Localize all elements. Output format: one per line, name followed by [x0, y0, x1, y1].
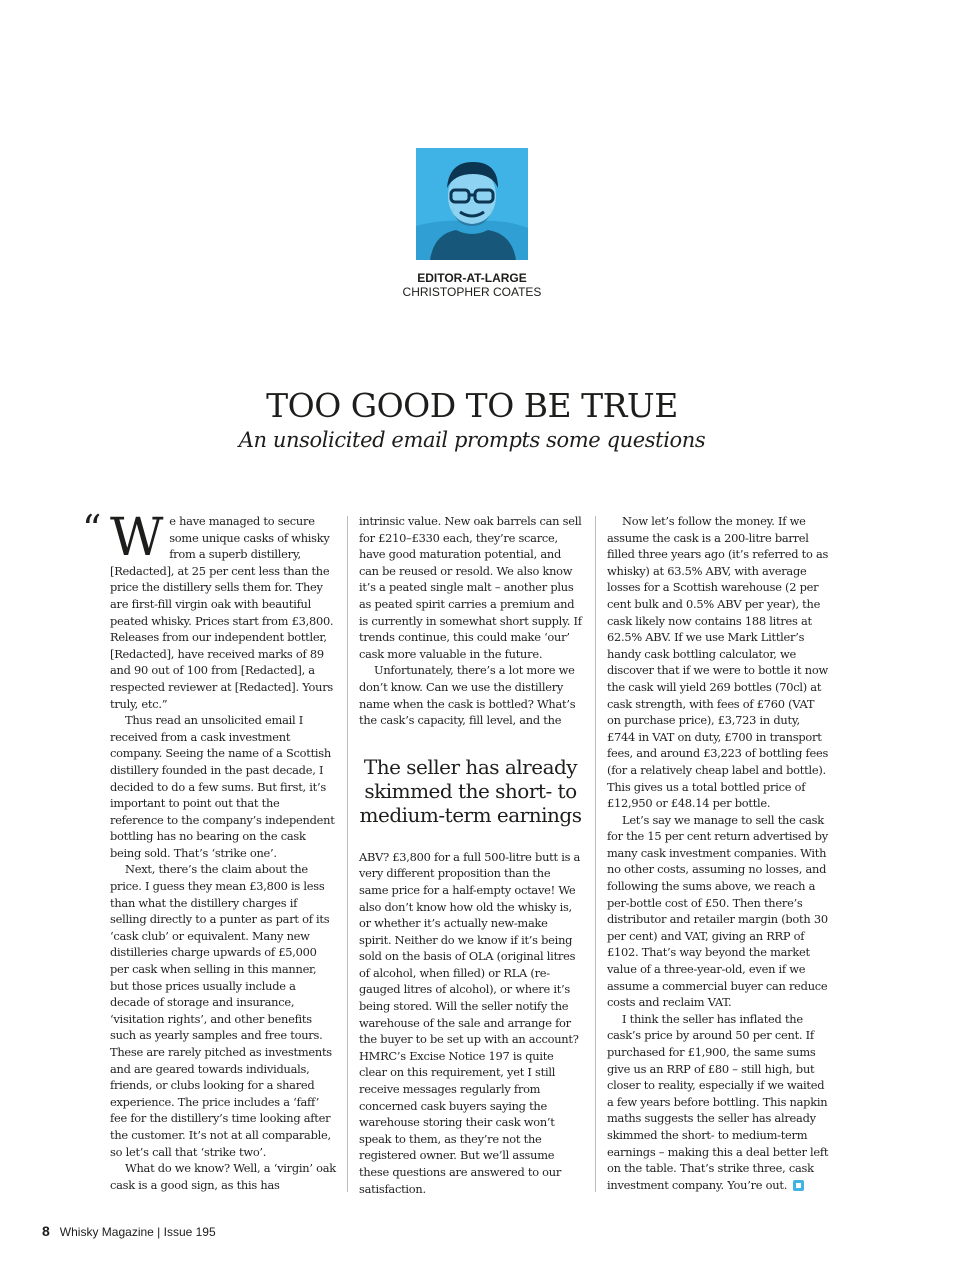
article-column-2	[359, 513, 582, 1197]
opening-quote-mark: “	[82, 507, 102, 551]
body-paragraph: Thus read an unsolicited email I received from a cask investment company. Seeing the name of a Scottish distillery founded in the past decade, I decided to do a few sums. But first, it’s important to point out that the reference to the company’s independent bottling has no bearing on the cask being sold. That’s ‘strike one’.	[110, 713, 335, 860]
page-footer	[42, 1223, 216, 1239]
body-paragraph: intrinsic value. New oak barrels can sell for £210–£330 each, they’re scarce, have good maturation potential, and can be reused or resold. We also know it’s a peated single malt – another plus as peated spirit carries a premium and is currently in somewhat short supply. If trends continue, this could make ‘our’ cask more valuable in the future.	[359, 514, 582, 661]
body-paragraph	[607, 1011, 831, 1194]
body-paragraph: Next, there’s the claim about the price. I guess they mean £3,800 is less than what the distillery charges if selling directly to a punter as part of its ‘cask club’ or equivalent. Many new distilleries charge upwards of £5,000 per cask when selling in this manner, but those prices usually include a decade of storage and insurance, ‘visitation rights’, and other benefits such as yearly samples and free tours. These are rarely pitched as investments and are geared towards individuals, friends, or clubs looking for a shared experience. The price includes a ‘faff’ fee for the distillery’s time looking after the customer. It’s not at all comparable, so let’s call that ‘strike two’.	[110, 862, 332, 1159]
author-portrait-illustration	[416, 148, 528, 260]
column-rule-2	[595, 516, 596, 1192]
drop-cap: W	[110, 508, 164, 568]
author-portrait	[416, 148, 528, 260]
body-paragraph: Unfortunately, there’s a lot more we don’t know. Can we use the distillery name when the cask is bottled? What’s the cask’s capacity, fill level, and the	[359, 663, 576, 728]
headline: TOO GOOD TO BE TRUE	[266, 386, 678, 425]
body-paragraph: Now let’s follow the money. If we assume the cask is a 200-litre barrel filled three years ago (it’s referred to as whisky) at 63.5% ABV, with average losses for a Scottish warehouse (2 per cent bulk and 0.5% ABV per year), the cask likely now contains 188 litres at 62.5% ABV. If we use Mark Littler’s handy cask bottling calculator, we discover that if we were to bottle it now the cask will yield 269 bottles (70cl) at cask strength, with fees of £760 (VAT on purchase price), £3,723 in duty, £744 in VAT on duty, £700 in transport fees, and around £3,223 of bottling fees (for a relatively cheap label and bottle). This gives us a total bottled price of £12,950 or £48.14 per bottle.	[607, 514, 829, 811]
publication-issue: Whisky Magazine | Issue 195	[59, 1225, 216, 1239]
page-number: 8	[42, 1223, 50, 1239]
end-of-article-icon	[793, 1180, 804, 1191]
standfirst: An unsolicited email prompts some questions	[238, 428, 706, 452]
body-paragraph: What do we know? Well, a ‘virgin’ oak cask is a good sign, as this has	[110, 1161, 336, 1192]
byline-role: EDITOR-AT-LARGE	[417, 271, 527, 285]
pull-quote: The seller has already skimmed the short- to medium-term earnings	[359, 754, 582, 827]
article-column-3	[607, 513, 831, 1193]
byline-author-name: CHRISTOPHER COATES	[402, 285, 542, 299]
body-paragraph: ABV? £3,800 for a full 500-litre butt is a very different proposition than the same price for a half-empty octave! We also don’t know how old the whisky is, or whether it’s actually new-make spirit. Neither do we know if it’s being sold on the basis of OLA (original litres of alcohol, when filled) or RLA (re-gauged litres of alcohol), or where it’s being stored. Will the seller notify the warehouse of the sale and arrange for the buyer to be set up with an account? HMRC’s Excise Notice 197 is quite clear on this requirement, yet I still receive messages regularly from concerned cask buyers saying the warehouse storing their cask won’t speak to them, as they’re not the registered owner. But we’ll assume these questions are answered to our satisfaction.	[359, 849, 581, 1196]
lead-paragraph-text: e have managed to secure some unique casks of whisky from a superb distillery, [Redacted], at 25 per cent less than the price the distillery sells them for. They are first-fill virgin oak with beautiful peated whisky. Prices start from £3,800. Releases from our independent bottler, [Redacted], have received marks of 89 and 90 out of 100 from [Redacted], a respected reviewer at [Redacted]. Yours truly, etc.”	[110, 514, 334, 711]
column-rule-1	[347, 516, 348, 1192]
closing-paragraph-text: I think the seller has inflated the cask’s price by around 50 per cent. If purchased for £1,900, the same sums give us an RRP of £80 – still high, but closer to reality, especially if we waited a few years before bottling. This napkin maths suggests the seller has already skimmed the short- to medium-term earnings – making this a deal better left on the table. That’s strike three, cask investment company. You’re out.	[607, 1011, 829, 1192]
lead-paragraph	[110, 508, 336, 712]
body-paragraph: Let’s say we manage to sell the cask for the 15 per cent return advertised by many cask investment companies. With no other costs, assuming no losses, and following the sums above, we reach a per-bottle cost of £50. Then there’s distributor and retailer margin (both 30 per cent) and VAT, giving an RRP of £102. That’s way beyond the market value of a three-year-old, even if we assume a commercial buyer can reduce costs and reclaim VAT.	[607, 812, 828, 1010]
article-column-1	[110, 508, 336, 1193]
